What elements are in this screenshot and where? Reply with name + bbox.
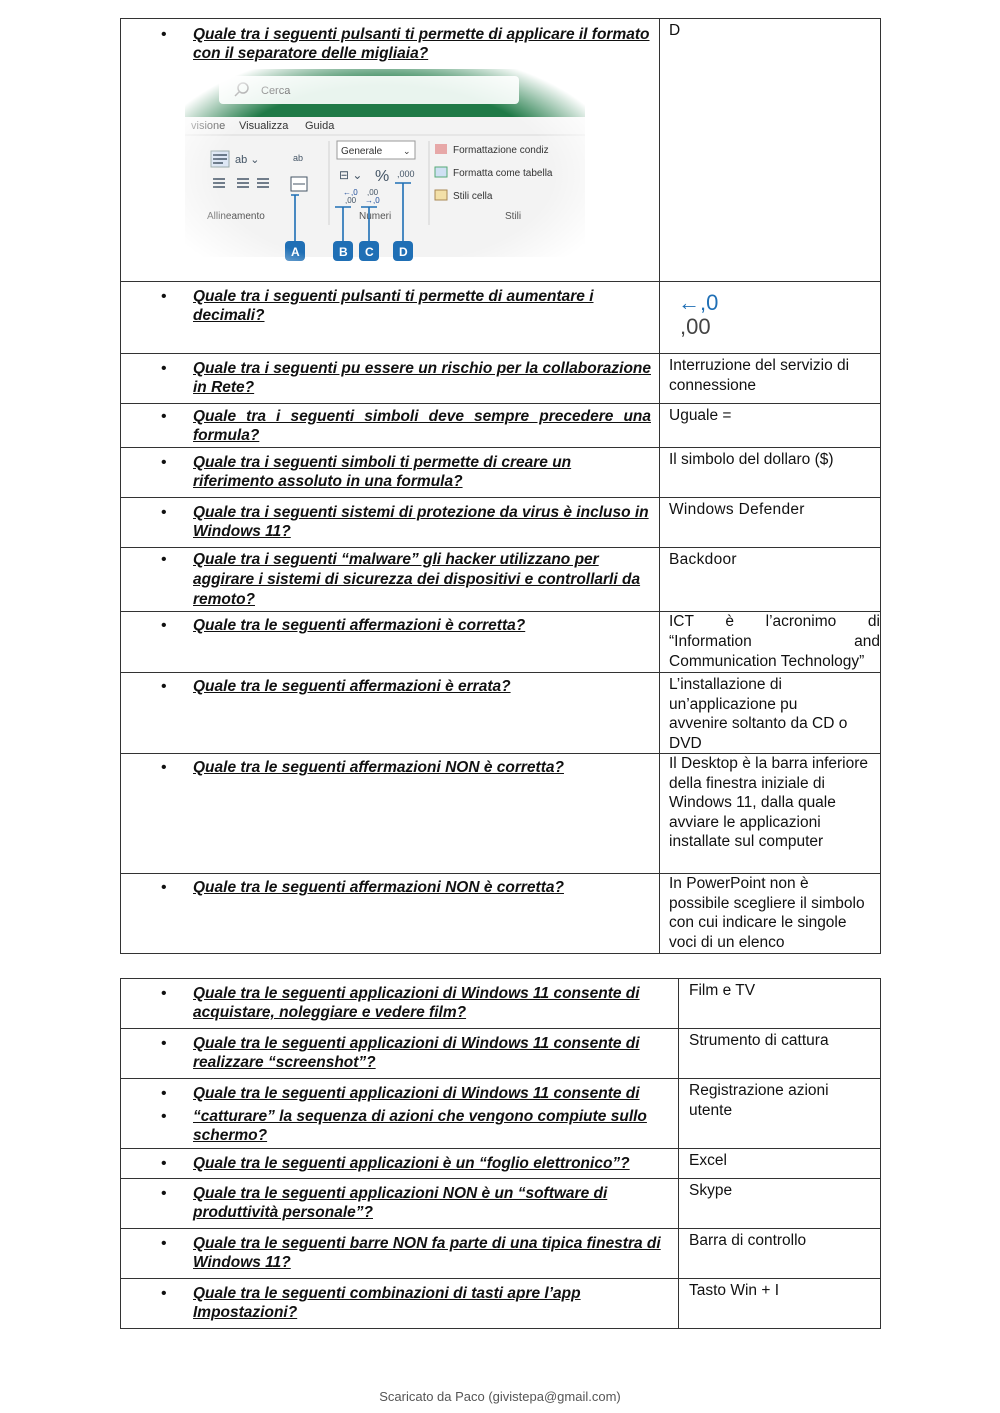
qa-table-1 [120,18,881,954]
table-row [121,1029,881,1079]
bullet: • [161,759,167,776]
answer-cell [660,673,881,754]
answer-text: L’installazione di un’applicazione pu avvenire soltanto da CD o DVD [669,676,848,752]
question-cell [121,354,660,404]
qa-table-2 [120,978,881,1329]
table-row [121,754,881,874]
answer-text: Il simbolo del dollaro ($) [669,451,834,468]
answer-text: Backdoor [669,551,737,568]
answer-cell [660,498,881,548]
bullet: • [161,288,167,305]
bullet: • [161,360,167,377]
question-cell [121,1229,679,1279]
bullet: • [161,678,167,695]
question-text: Quale tra i seguenti simboli ti permette di creare un riferimento assoluto in una formula? [193,454,572,490]
question-text: Quale tra le seguenti applicazioni di Windows 11 consente di acquistare, noleggiare e vedere film? [193,985,640,1021]
page-footer: Scaricato da Paco (givistepa@gmail.com) [379,1389,621,1404]
excel-ribbon-image [185,69,585,281]
answer-cell [660,354,881,404]
table-row [121,404,881,448]
answer-cell [679,1079,881,1149]
answer-cell [679,979,881,1029]
table-row [121,498,881,548]
decimal-icon-top: ←,0 [678,290,719,315]
question-cell [121,1179,679,1229]
question-cell [121,673,660,754]
question-text: Quale tra i seguenti simboli deve sempre precedere una formula? [193,408,651,444]
question-text: Quale tra i seguenti pulsanti ti permette di applicare il formato con il separatore delle migliaia? [193,26,650,62]
answer-text: Uguale = [669,407,732,424]
question-text: Quale tra i seguenti pulsanti ti permette di aumentare i decimali? [193,288,594,324]
question-cell [121,1029,679,1079]
question-cell [121,548,660,612]
bullet: • [161,551,167,568]
question-text: Quale tra le seguenti affermazioni NON è corretta? [193,759,564,776]
table-row [121,1149,881,1179]
answer-cell [660,874,881,954]
table-row [121,548,881,612]
question-cell [121,404,660,448]
answer-text: Skype [689,1182,733,1199]
answer-text: Strumento di cattura [689,1032,829,1049]
answer-cell [660,404,881,448]
answer-text: Registrazione azioni utente [689,1082,829,1119]
bullet: • [161,879,167,896]
question-text: Quale tra le seguenti applicazioni di Windows 11 consente di realizzare “screenshot”? [193,1035,640,1071]
table-row [121,1279,881,1329]
question-cell [121,1149,679,1179]
answer-text: ICT è l’acronimo di “Information and Communication Technology” [669,613,880,670]
question-text-part-2: “catturare” la sequenza di azioni che vengono compiute sullo schermo? [193,1108,647,1144]
bullet: • [161,1235,167,1252]
question-cell [121,874,660,954]
question-cell [121,19,660,282]
answer-text: Interruzione del servizio di connessione [669,357,850,394]
answer-text: Windows Defender [669,501,805,518]
table-row [121,19,881,282]
question-cell [121,612,660,673]
question-cell [121,754,660,874]
table-row [121,1079,881,1149]
answer-text: In PowerPoint non è possibile scegliere il simbolo con cui indicare le singole voci di un elenco [669,875,865,951]
question-text-part-1: Quale tra le seguenti applicazioni di Windows 11 consente di [193,1085,640,1102]
table-row [121,673,881,754]
answer-cell [679,1229,881,1279]
table-row [121,354,881,404]
question-text: Quale tra le seguenti affermazioni è corretta? [193,617,526,634]
question-cell [121,1279,679,1329]
bullet: • [161,26,167,43]
answer-text: Barra di controllo [689,1232,807,1249]
table-row [121,1179,881,1229]
question-cell [121,979,679,1029]
question-text: Quale tra le seguenti barre NON fa parte di una tipica finestra di Windows 11? [193,1235,661,1271]
question-text: Quale tra le seguenti affermazioni NON è corretta? [193,879,564,896]
answer-text: Excel [689,1152,727,1169]
answer-text: Tasto Win + I [689,1282,780,1299]
excel-ribbon-screenshot [185,69,585,281]
answer-cell [660,448,881,498]
answer-cell [679,1149,881,1179]
answer-cell [660,612,881,673]
answer-text: Il Desktop è la barra inferiore della finestra iniziale di Windows 11, dalla quale avviare le applicazioni installate sul computer [669,755,869,850]
table-row [121,874,881,954]
bullet: • [161,1285,167,1302]
table-row [121,979,881,1029]
answer-cell [679,1279,881,1329]
question-text: Quale tra le seguenti combinazioni di tasti apre l’app Impostazioni? [193,1285,581,1321]
bullet: • [161,1035,167,1052]
question-cell [121,282,660,354]
answer-text: D [669,22,681,39]
answer-cell [679,1029,881,1079]
bullet: • [161,1185,167,1202]
answer-cell [660,754,881,874]
question-cell [121,498,660,548]
bullet: • [161,1085,167,1102]
table-row [121,448,881,498]
question-cell [121,448,660,498]
bullet: • [161,504,167,521]
increase-decimal-icon [674,286,880,347]
answer-cell [660,548,881,612]
bullet: • [161,617,167,634]
table-row [121,612,881,673]
answer-text: Film e TV [689,982,756,999]
question-text: Quale tra i seguenti pu essere un rischio per la collaborazione in Rete? [193,360,651,396]
question-text: Quale tra le seguenti applicazioni NON è un “software di produttività personale”? [193,1185,608,1221]
bullet: • [161,985,167,1002]
question-text: Quale tra le seguenti affermazioni è errata? [193,678,511,695]
answer-cell [660,19,881,282]
question-text: Quale tra le seguenti applicazioni è un “foglio elettronico”? [193,1155,630,1172]
answer-cell [679,1179,881,1229]
decimal-icon-bottom: ,00 [680,314,711,339]
bullet: • [161,1108,167,1125]
answer-cell [660,282,881,354]
bullet: • [161,1155,167,1172]
question-cell [121,1079,679,1149]
question-text: Quale tra i seguenti “malware” gli hacker utilizzano per aggirare i sistemi di sicurezza dei dispositivi e controllarli da remoto? [193,551,641,608]
bullet: • [161,408,167,425]
bullet: • [161,454,167,471]
table-row [121,282,881,354]
table-row [121,1229,881,1279]
question-text: Quale tra i seguenti sistemi di protezione da virus è incluso in Windows 11? [193,504,649,540]
